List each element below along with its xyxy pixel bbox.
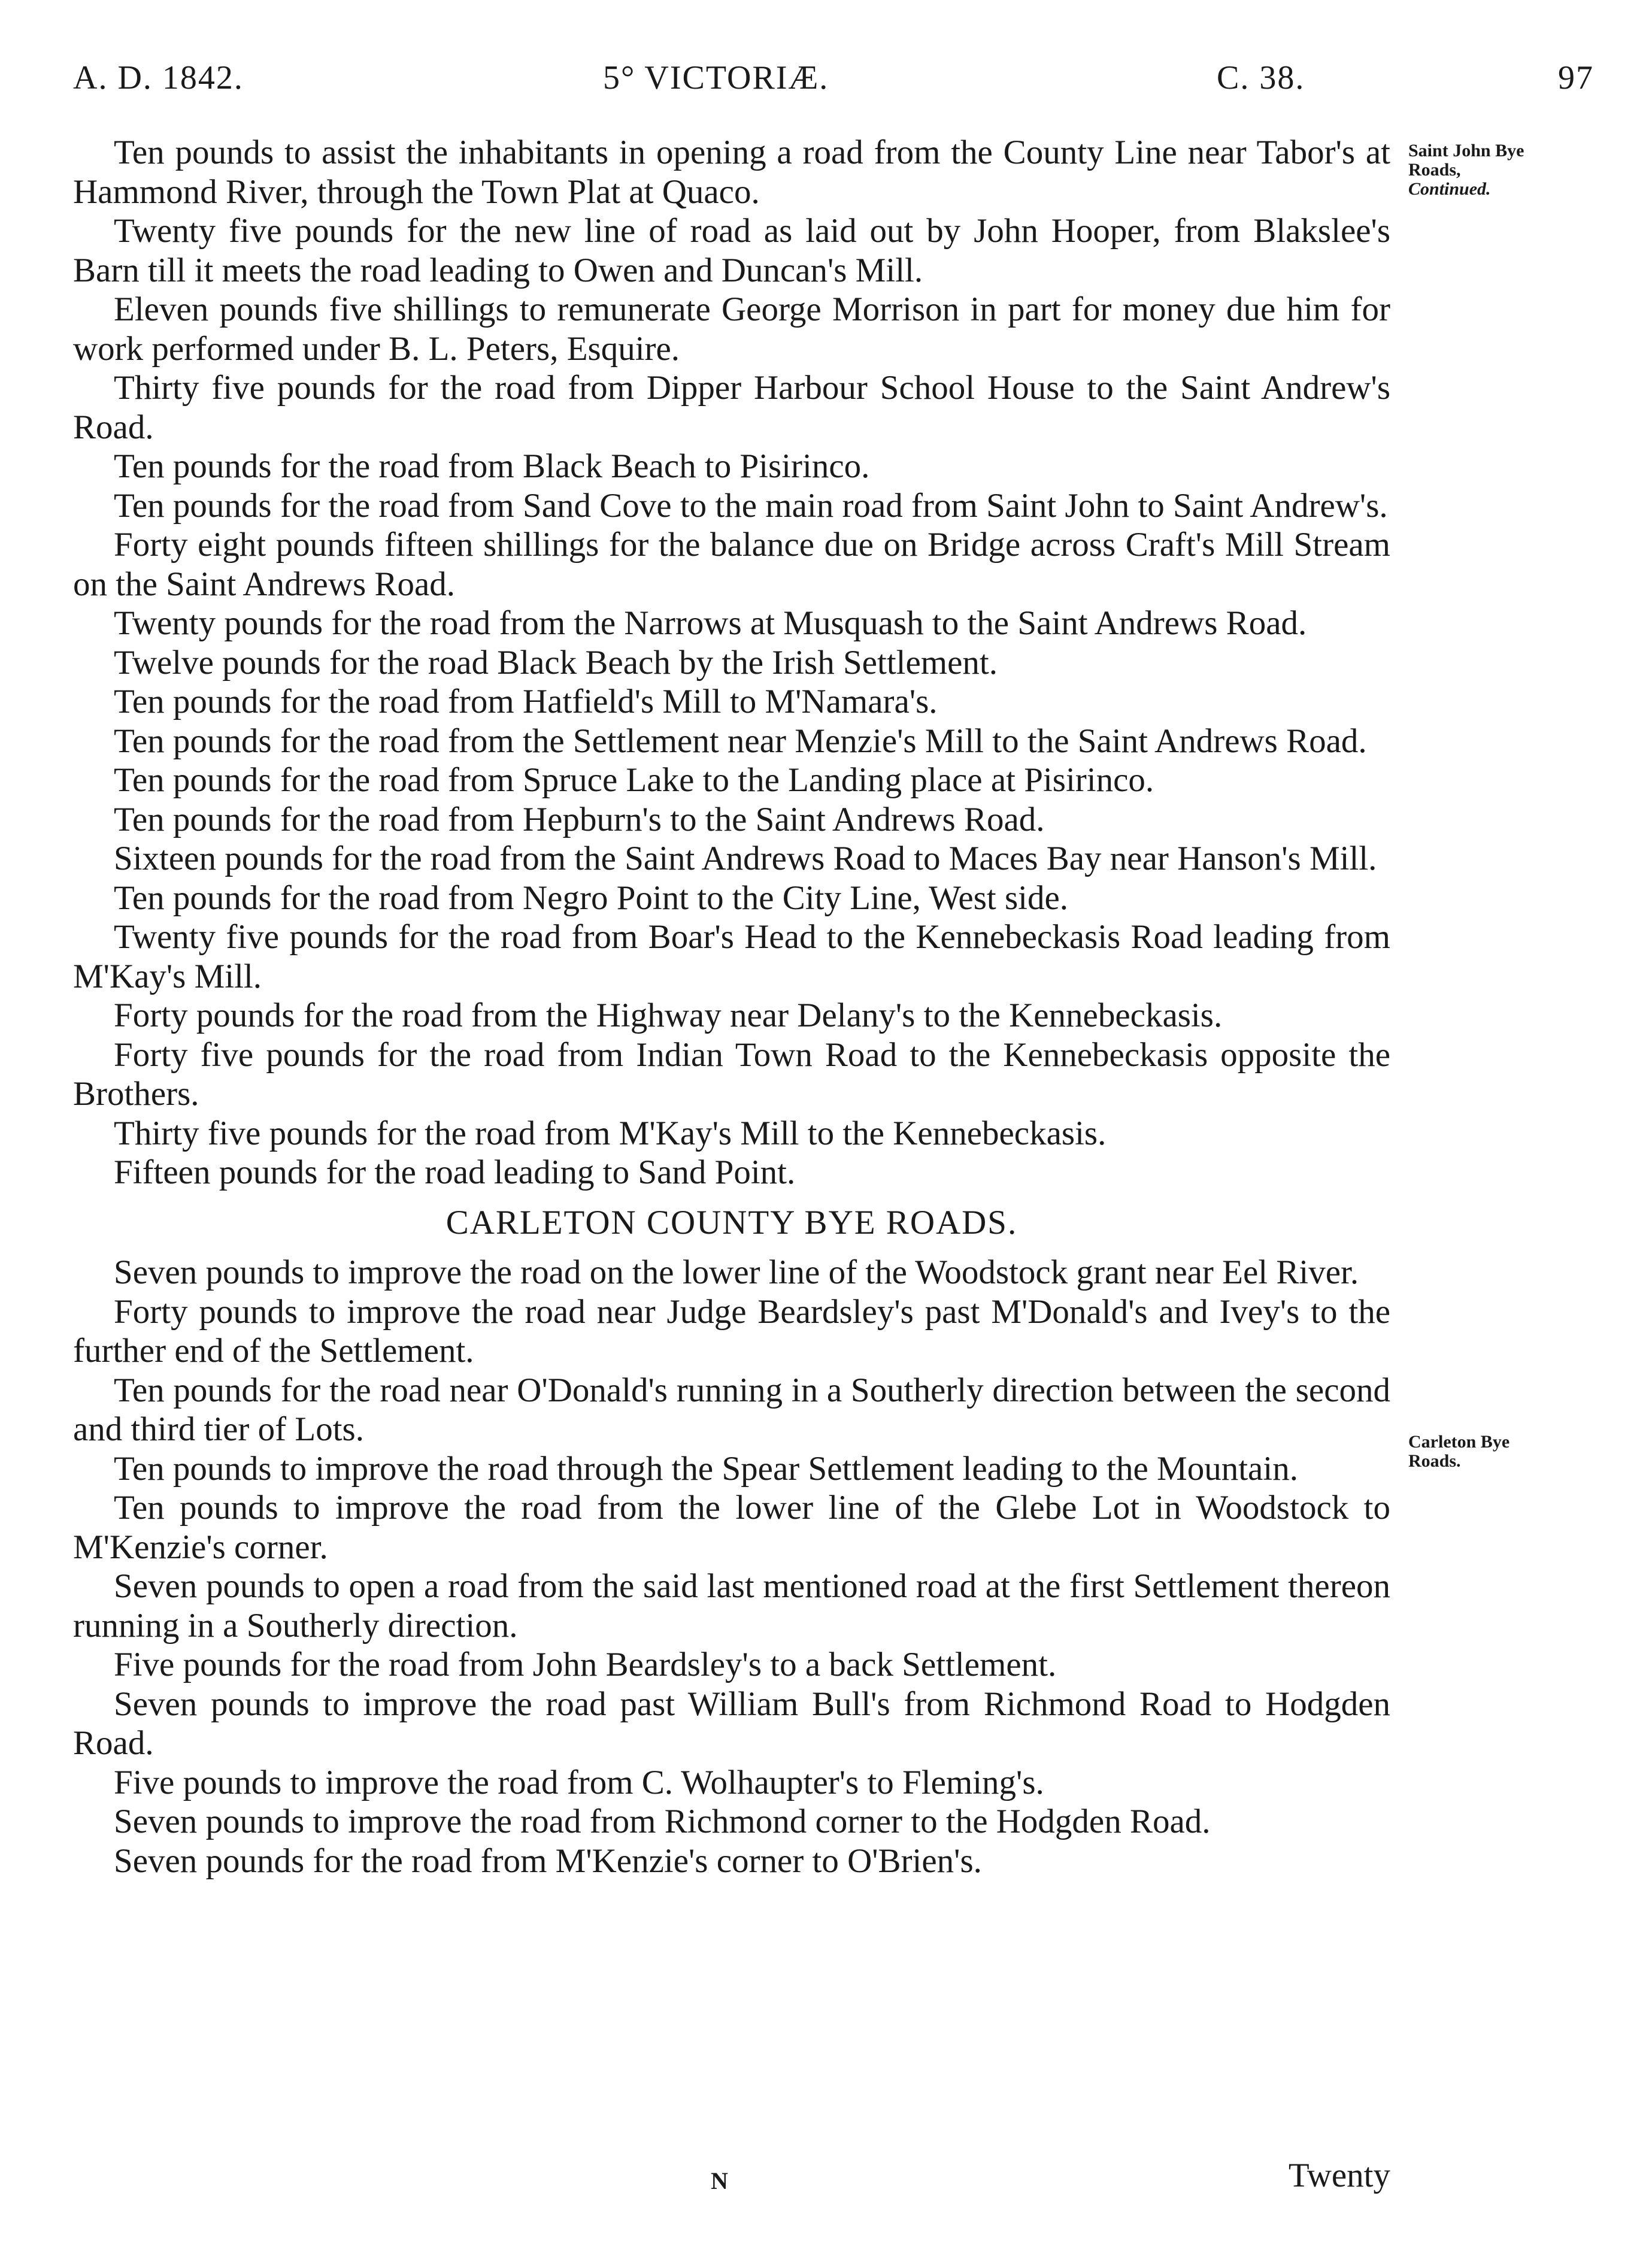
appropriation-item: Twenty five pounds for the new line of road as laid out by John Hooper, from Blakslee's Barn till it meets the road leading to Owen and Duncan's Mill. — [73, 212, 1390, 289]
header-date: A. D. 1842. — [73, 59, 244, 96]
margin-note-line: Saint John Bye — [1408, 141, 1524, 160]
appropriation-item: Forty eight pounds fifteen shillings for the balance due on Bridge across Craft's Mill Stream on the Saint Andrews Road. — [73, 526, 1390, 603]
margin-note-line: Roads, — [1408, 160, 1461, 180]
catchword: Twenty — [1288, 2157, 1390, 2194]
appropriation-item: Forty five pounds for the road from Indian Town Road to the Kennebeckasis opposite the Brothers. — [73, 1035, 1390, 1113]
header-reign: 5° VICTORIÆ. — [603, 59, 829, 96]
appropriation-item: Ten pounds for the road from Sand Cove to the main road from Saint John to Saint Andrew's. — [114, 486, 1388, 525]
appropriation-item: Seven pounds to improve the road past William Bull's from Richmond Road to Hodgden Road. — [73, 1685, 1390, 1762]
appropriation-item: Ten pounds for the road from the Settlement near Menzie's Mill to the Saint Andrews Road. — [114, 722, 1367, 760]
appropriation-item: Forty pounds for the road from the Highway near Delany's to the Kennebeckasis. — [114, 997, 1223, 1034]
appropriation-item: Ten pounds for the road from Hatfield's Mill to M'Namara's. — [114, 683, 938, 720]
signature-mark: N — [711, 2167, 728, 2194]
appropriation-item: Thirty five pounds for the road from M'Kay's Mill to the Kennebeckasis. — [114, 1114, 1107, 1152]
appropriation-item: Ten pounds for the road near O'Donald's running in a Southerly direction between the second and third tier of Lots. — [73, 1371, 1390, 1448]
appropriation-item: Twelve pounds for the road Black Beach by the Irish Settlement. — [114, 643, 998, 682]
appropriation-item: Ten pounds for the road from Black Beach to Pisirinco. — [114, 447, 870, 485]
appropriation-item: Ten pounds to assist the inhabitants in opening a road from the County Line near Tabor's at Hammond River, through the Town Plat at Quaco. — [73, 134, 1390, 211]
page-number: 97 — [1558, 59, 1594, 96]
running-header — [73, 59, 1594, 107]
appropriation-item: Twenty five pounds for the road from Boar's Head to the Kennebeckasis Road leading from M'Kay's Mill. — [73, 918, 1390, 995]
appropriation-item: Seven pounds to improve the road from Richmond corner to the Hodgden Road. — [114, 1803, 1211, 1840]
appropriation-item: Seven pounds for the road from M'Kenzie's corner to O'Brien's. — [114, 1842, 982, 1880]
margin-note-line: Carleton Bye — [1408, 1432, 1510, 1452]
appropriation-item: Seven pounds to open a road from the said last mentioned road at the first Settlement thereon running in a Southerly direction. — [73, 1567, 1390, 1645]
margin-note-carleton — [1408, 1433, 1588, 1471]
page-footer — [73, 2156, 1390, 2204]
margin-note-line: Continued. — [1408, 179, 1491, 199]
appropriation-item: Fifteen pounds for the road leading to Sand Point. — [114, 1153, 796, 1191]
appropriation-item: Seven pounds to improve the road on the lower line of the Woodstock grant near Eel River. — [114, 1253, 1359, 1291]
header-chapter: C. 38. — [1217, 59, 1305, 96]
section-heading: CARLETON COUNTY BYE ROADS. — [445, 1203, 1018, 1241]
appropriation-item: Five pounds for the road from John Beardsley's to a back Settlement. — [114, 1646, 1057, 1683]
body-text — [73, 133, 1390, 1880]
appropriation-item: Ten pounds for the road from Negro Point to the City Line, West side. — [114, 879, 1069, 917]
appropriation-item: Ten pounds for the road from Spruce Lake to the Landing place at Pisirinco. — [114, 761, 1154, 799]
appropriation-item: Twenty pounds for the road from the Narrows at Musquash to the Saint Andrews Road. — [114, 604, 1307, 642]
appropriation-item: Forty pounds to improve the road near Judge Beardsley's past M'Donald's and Ivey's to the further end of the Settlement. — [73, 1292, 1390, 1370]
margin-note-saint-john — [1408, 141, 1588, 199]
appropriation-item: Ten pounds for the road from Hepburn's to the Saint Andrews Road. — [114, 800, 1045, 838]
margin-note-line: Roads. — [1408, 1451, 1461, 1471]
appropriation-item: Ten pounds to improve the road through the Spear Settlement leading to the Mountain. — [114, 1449, 1298, 1488]
appropriation-item: Thirty five pounds for the road from Dipper Harbour School House to the Saint Andrew's Road. — [73, 369, 1390, 446]
appropriation-item: Ten pounds to improve the road from the lower line of the Glebe Lot in Woodstock to M'Kenzie's corner. — [73, 1489, 1390, 1566]
appropriation-item: Eleven pounds five shillings to remunerate George Morrison in part for money due him for work performed under B. L. Peters, Esquire. — [73, 290, 1390, 368]
carleton-roads-list — [73, 1253, 1390, 1880]
appropriation-item: Five pounds to improve the road from C. Wolhaupter's to Fleming's. — [114, 1763, 1044, 1801]
saint-john-roads-list — [73, 133, 1390, 1192]
appropriation-item: Sixteen pounds for the road from the Saint Andrews Road to Maces Bay near Hanson's Mill. — [114, 840, 1377, 877]
